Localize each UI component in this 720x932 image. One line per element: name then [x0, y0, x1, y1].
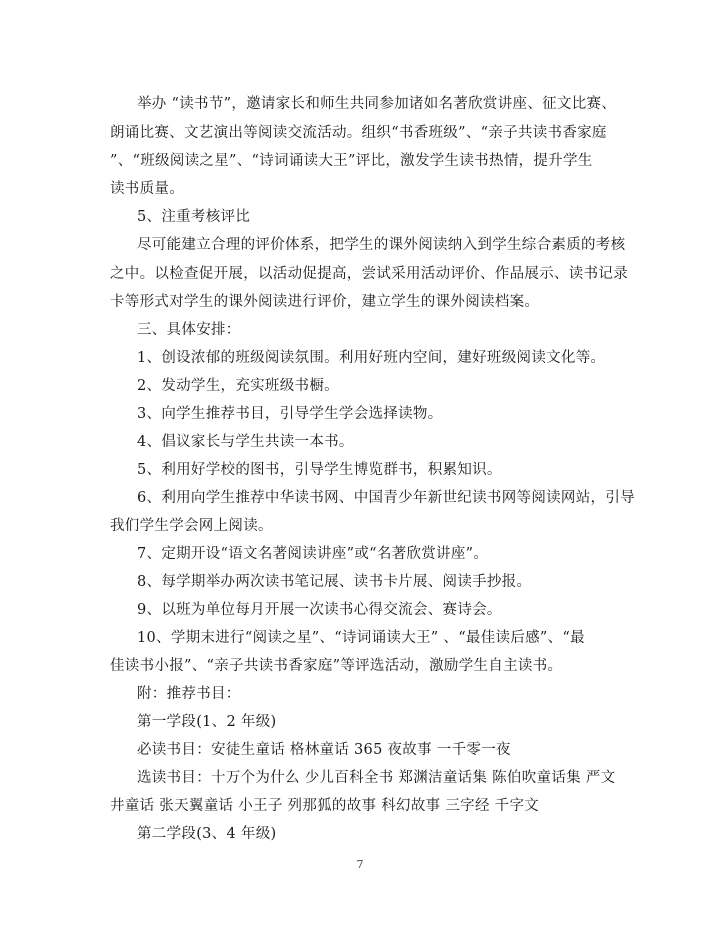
- text-line: 必读书目：安徒生童话 格林童话 365 夜故事 一千零一夜: [137, 742, 511, 758]
- text-line: 卡等形式对学生的课外阅读进行评价，建立学生的课外阅读档案。: [110, 294, 540, 310]
- text-line: 2、发动学生，充实班级书橱。: [137, 378, 339, 394]
- text-line: 我们学生学会网上阅读。: [110, 518, 273, 534]
- text-line: 4、倡议家长与学生共读一本书。: [137, 434, 354, 450]
- text-line: 尽可能建立合理的评价体系，把学生的课外阅读纳入到学生综合素质的考核: [137, 237, 626, 253]
- page-number: 7: [356, 858, 364, 871]
- text-line: 附：推荐书目：: [137, 686, 241, 702]
- text-line: ”、“班级阅读之星”、“诗词诵读大王”评比，激发学生读书热情，提升学生: [110, 153, 593, 169]
- text-line: 读书质量。: [110, 181, 184, 197]
- text-line: 5、注重考核评比: [137, 209, 251, 225]
- text-line: 选读书目：十万个为什么 少儿百科全书 郑渊洁童话集 陈伯吹童话集 严文: [137, 770, 616, 786]
- text-line: 之中。以检查促开展，以活动促提高，尝试采用活动评价、作品展示、读书记录: [110, 266, 628, 282]
- text-line: 举办 “读书节”，邀请家长和师生共同参加诸如名著欣赏讲座、征文比赛、: [137, 96, 617, 112]
- text-line: 井童话 张天翼童话 小王子 列那狐的故事 科幻故事 三字经 千字文: [110, 798, 540, 814]
- text-line: 朗诵比赛、文艺演出等阅读交流活动。组织“书香班级”、“亲子共读书香家庭: [110, 125, 607, 141]
- text-line: 三、具体安排：: [137, 322, 241, 338]
- text-line: 5、利用好学校的图书，引导学生博览群书，积累知识。: [137, 462, 502, 478]
- text-line: 佳读书小报”、“亲子共读书香家庭”等评选活动，激励学生自主读书。: [110, 658, 563, 674]
- text-line: 3、向学生推荐书目，引导学生学会选择读物。: [137, 406, 443, 422]
- text-line: 第二学段(3、4 年级): [137, 826, 277, 842]
- text-line: 第一学段(1、2 年级): [137, 714, 277, 730]
- text-line: 1、创设浓郁的班级阅读氛围。利用好班内空间，建好班级阅读文化等。: [137, 350, 606, 366]
- text-line: 9、以班为单位每月开展一次读书心得交流会、赛诗会。: [137, 602, 502, 618]
- text-line: 10、学期末进行“阅读之星”、“诗词诵读大王” 、“最佳读后感”、“最: [137, 630, 585, 646]
- text-line: 7、定期开设“语文名著阅读讲座”或“名著欣赏讲座”。: [137, 546, 489, 562]
- text-line: 8、每学期举办两次读书笔记展、读书卡片展、阅读手抄报。: [137, 574, 532, 590]
- text-line: 6、利用向学生推荐中华读书网、中国青少年新世纪读书网等阅读网站，引导: [137, 490, 635, 506]
